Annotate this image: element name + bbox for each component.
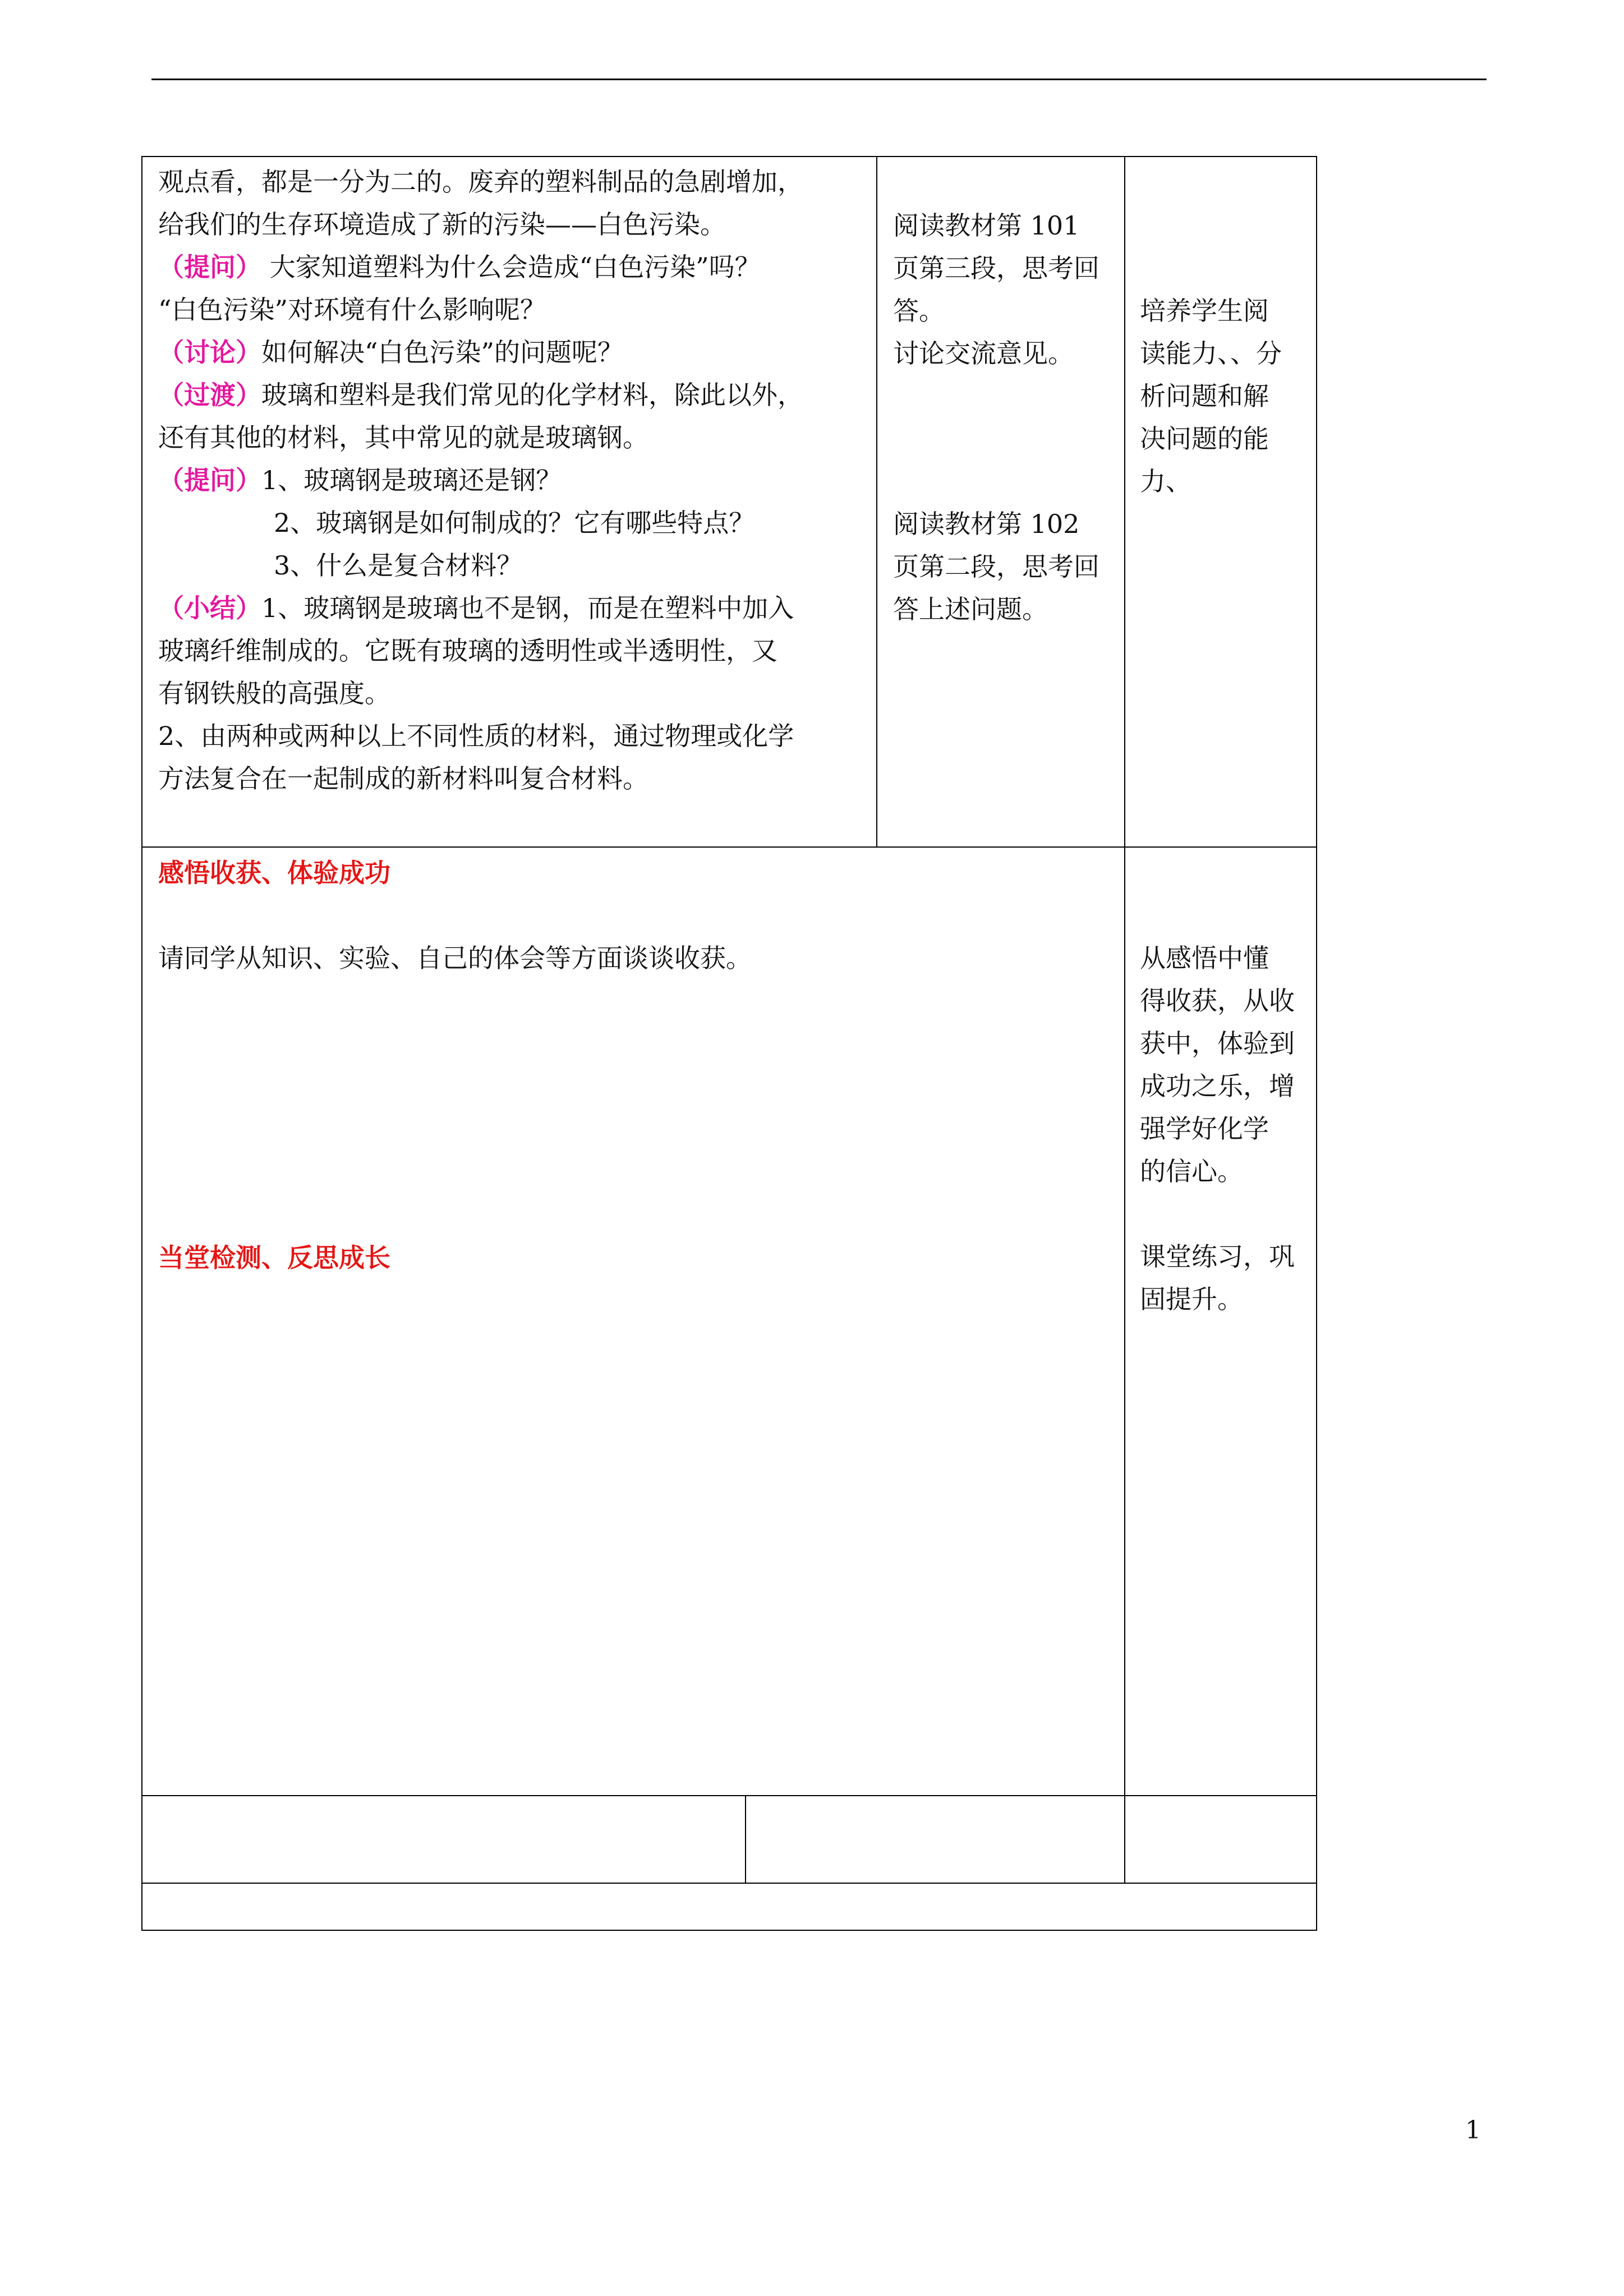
lesson-line-text: 还有其他的材料，其中常见的就是玻璃钢。 [158, 422, 648, 453]
intent-line: 决问题的能 [1140, 424, 1269, 454]
lesson-line-text: 有钢铁般的高强度。 [158, 678, 390, 708]
lesson-line [158, 672, 390, 715]
harvest-intent-line: 固提升。 [1140, 1284, 1243, 1314]
lesson-line [158, 246, 761, 288]
activity-line: 讨论交流意见。 [893, 338, 1074, 369]
lesson-line [158, 715, 794, 757]
row2-main-cell [141, 846, 1125, 1796]
lesson-tag: （讨论） [158, 337, 261, 367]
harvest-intent-line: 课堂练习，巩 [1140, 1241, 1295, 1272]
lesson-line-text: 1、玻璃钢是玻璃还是钢？ [261, 465, 562, 495]
section-heading-test: 当堂检测、反思成长 [158, 1243, 390, 1273]
lesson-line-text: 观点看，都是一分为二的。废弃的塑料制品的急剧增加， [158, 167, 803, 197]
activity-line: 页第二段，思考回 [893, 551, 1099, 582]
lesson-line [158, 416, 648, 459]
lesson-line-text: 2、由两种或两种以上不同性质的材料，通过物理或化学 [158, 721, 794, 751]
lesson-line [158, 374, 803, 416]
section-heading-harvest: 感悟收获、体验成功 [158, 858, 390, 888]
activity-line: 阅读教材第 101 [893, 210, 1080, 241]
lesson-tag: （过渡） [158, 380, 261, 410]
intent-line: 力、 [1140, 466, 1191, 496]
lesson-line [158, 757, 648, 800]
harvest-prompt: 请同学从知识、实验、自己的体会等方面谈谈收获。 [158, 943, 752, 973]
harvest-intent-line: 获中，体验到 [1140, 1028, 1295, 1059]
lesson-line [158, 288, 546, 331]
intent-line: 读能力、、分 [1140, 338, 1282, 369]
lesson-line-text: 方法复合在一起制成的新材料叫复合材料。 [158, 763, 648, 794]
header-rule [151, 79, 1487, 80]
lesson-line [158, 459, 562, 501]
lesson-line-text: 玻璃纤维制成的。它既有玻璃的透明性或半透明性，又 [158, 636, 778, 666]
activity-line: 答上述问题。 [893, 594, 1048, 624]
lesson-line-text: 3、什么是复合材料？ [274, 550, 523, 581]
lesson-tag: （小结） [158, 593, 261, 623]
lesson-line [274, 544, 522, 587]
lesson-line-text: “白色污染”对环境有什么影响呢？ [158, 295, 546, 325]
lesson-line [274, 501, 755, 544]
lesson-line [158, 331, 623, 374]
row3-col2-cell [745, 1795, 1125, 1884]
lesson-line-text: 如何解决“白色污染”的问题呢？ [261, 337, 624, 367]
lesson-line-text: 大家知道塑料为什么会造成“白色污染”吗？ [261, 252, 761, 282]
activity-line: 答。 [893, 296, 945, 326]
lesson-line-text: 给我们的生存环境造成了新的污染——白色污染。 [158, 209, 726, 240]
lesson-tag: （提问） [158, 465, 261, 495]
lesson-line-text: 1、玻璃钢是玻璃也不是钢，而是在塑料中加入 [261, 593, 794, 623]
row3-col3-cell [1124, 1795, 1317, 1884]
lesson-line-text: 2、玻璃钢是如何制成的？它有哪些特点？ [274, 508, 755, 538]
activity-line: 阅读教材第 102 [893, 509, 1080, 539]
lesson-line [158, 587, 794, 629]
harvest-intent-line: 得收获，从收 [1140, 986, 1295, 1016]
intent-line: 析问题和解 [1140, 381, 1269, 411]
lesson-line [158, 203, 726, 246]
activity-line: 页第三段，思考回 [893, 253, 1099, 283]
harvest-intent-line: 强学好化学 [1140, 1114, 1269, 1144]
intent-line: 培养学生阅 [1140, 296, 1269, 326]
lesson-line [158, 629, 778, 672]
lesson-line-text: 玻璃和塑料是我们常见的化学材料，除此以外， [261, 380, 803, 410]
harvest-intent-line: 成功之乐，增 [1140, 1071, 1295, 1101]
harvest-intent-line: 的信心。 [1140, 1156, 1243, 1186]
lesson-line [158, 160, 803, 203]
row3-col1-cell [141, 1795, 746, 1884]
harvest-intent-line: 从感悟中懂 [1140, 943, 1269, 973]
page-number: 1 [1465, 2116, 1481, 2145]
row4-cell [141, 1883, 1317, 1931]
lesson-tag: （提问） [158, 252, 261, 282]
